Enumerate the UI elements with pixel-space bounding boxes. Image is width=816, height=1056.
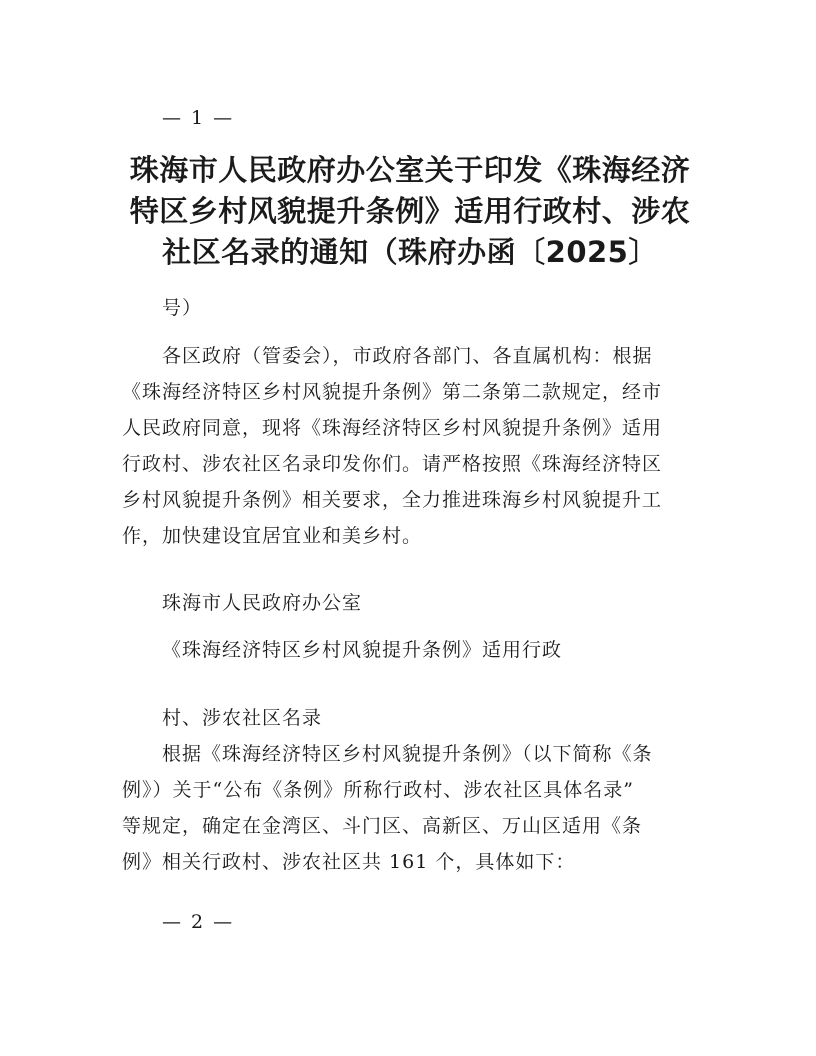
list-intro-line: 例》）关于“公布《条例》所称行政村、涉农社区具体名录” bbox=[122, 779, 634, 801]
title-line-2: 特区乡村风貌提升条例》适用行政村、涉农 bbox=[129, 194, 691, 228]
page-number-2: — 2 — bbox=[162, 911, 235, 933]
list-intro-paragraph bbox=[122, 736, 696, 880]
title-tail-text: 号） bbox=[162, 297, 203, 319]
body-line: 人民政府同意，现将《珠海经济特区乡村风貌提升条例》适用 bbox=[122, 417, 663, 439]
title-tail bbox=[122, 290, 696, 326]
title-line-1: 珠海市人民政府办公室关于印发《珠海经济 bbox=[129, 153, 691, 187]
body-line: 作，加快建设宜居宜业和美乡村。 bbox=[122, 525, 423, 547]
list-intro-line: 例》相关行政村、涉农社区共 161 个，具体如下： bbox=[122, 851, 576, 873]
signature-text: 珠海市人民政府办公室 bbox=[162, 592, 363, 614]
document-title bbox=[110, 150, 710, 273]
attachment-title-line-2: 村、涉农社区名录 bbox=[162, 707, 323, 729]
list-intro-line: 等规定，确定在金湾区、斗门区、高新区、万山区适用《条 bbox=[122, 815, 643, 837]
signature-block bbox=[122, 585, 696, 621]
body-line: 《珠海经济特区乡村风貌提升条例》第二条第二款规定，经市 bbox=[122, 381, 663, 403]
list-intro-line: 根据《珠海经济特区乡村风貌提升条例》（以下简称《条 bbox=[162, 743, 653, 765]
page-number-1: — 1 — bbox=[162, 107, 235, 129]
body-line: 各区政府（管委会），市政府各部门、各直属机构：根据 bbox=[162, 345, 653, 367]
title-line-3: 社区名录的通知（珠府办函〔2025〕 bbox=[162, 235, 658, 269]
attachment-title bbox=[122, 632, 696, 736]
attachment-title-line-1: 《珠海经济特区乡村风貌提升条例》适用行政 bbox=[162, 639, 563, 661]
body-line: 乡村风貌提升条例》相关要求，全力推进珠海乡村风貌提升工 bbox=[122, 489, 663, 511]
body-paragraph bbox=[122, 338, 696, 554]
body-line: 行政村、涉农社区名录印发你们。请严格按照《珠海经济特区 bbox=[122, 453, 663, 475]
